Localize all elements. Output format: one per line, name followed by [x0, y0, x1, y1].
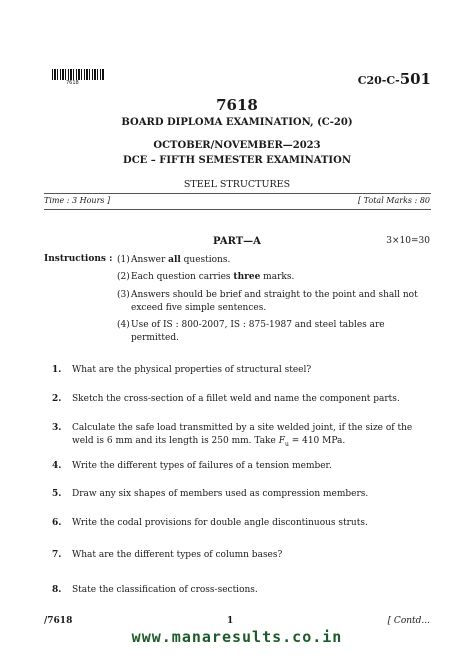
instruction-text: Use of IS : 800-2007, IS : 875-1987 and steel tables are permitted. [131, 320, 385, 343]
question-item [52, 549, 432, 562]
question-number: 5. [52, 489, 62, 499]
question-item [52, 422, 432, 451]
question-item [52, 488, 432, 501]
question-item [52, 517, 432, 530]
exam-title: DCE – FIFTH SEMESTER EXAMINATION [123, 155, 351, 166]
question-number: 3. [52, 423, 62, 433]
instruction-number: (1) [117, 255, 130, 265]
paper-code [358, 70, 431, 88]
question-text: What are the different types of column bases? [72, 550, 283, 560]
question-number: 7. [52, 550, 62, 560]
instruction-text: Each question carries three marks. [131, 272, 295, 282]
instructions-label: Instructions : [44, 254, 113, 264]
total-marks: [ Total Marks : 80 [358, 196, 430, 205]
page-number: 1 [227, 616, 234, 626]
instruction-item [117, 271, 432, 284]
website-watermark: www.manaresults.co.in [131, 628, 343, 646]
instruction-number: (2) [117, 272, 130, 282]
question-text: Write the codal provisions for double angle discontinuous struts. [72, 518, 368, 528]
time-allowed: Time : 3 Hours ] [44, 196, 111, 205]
question-text: Sketch the cross-section of a fillet weld and name the component parts. [72, 394, 400, 404]
question-text: Calculate the safe load transmitted by a site welded joint, if the size of the weld is 6 mm and its length is 250 mm. Take $F_u = 410$ MPa. [72, 423, 413, 448]
instruction-item [117, 319, 432, 344]
divider-top [44, 193, 431, 194]
footer-paper-code: /7618 [44, 616, 73, 626]
question-number: 6. [52, 518, 62, 528]
barcode-number: 7618 [66, 80, 79, 86]
instruction-item [117, 289, 432, 314]
question-item [52, 460, 432, 473]
question-number: 8. [52, 585, 62, 595]
board-title: BOARD DIPLOMA EXAMINATION, (C-20) [121, 117, 353, 128]
instruction-text: Answer all questions. [131, 255, 231, 265]
question-text: What are the physical properties of structural steel? [72, 365, 312, 375]
question-number: 4. [52, 461, 62, 471]
question-item [52, 393, 432, 406]
question-item [52, 584, 432, 597]
question-text: State the classification of cross-sections. [72, 585, 258, 595]
divider-bottom [44, 209, 431, 210]
paper-code-prefix: C20-C- [357, 74, 400, 87]
instruction-text: Answers should be brief and straight to the point and shall not exceed five simple sentences. [131, 290, 418, 313]
barcode [52, 69, 104, 80]
instruction-item [117, 254, 432, 267]
question-text: Write the different types of failures of a tension member. [72, 461, 332, 471]
instruction-number: (3) [117, 290, 130, 300]
footer-continued: [ Contd... [387, 616, 430, 626]
part-marks: 3×10=30 [386, 236, 430, 246]
question-text: Draw any six shapes of members used as compression members. [72, 489, 369, 499]
question-item [52, 364, 432, 377]
paper-number: 7618 [216, 96, 258, 114]
subject-title: STEEL STRUCTURES [183, 179, 291, 190]
paper-code-number: 501 [399, 70, 431, 88]
instruction-number: (4) [117, 320, 130, 330]
part-title: PART—A [213, 236, 261, 247]
question-number: 2. [52, 394, 62, 404]
exam-month-year: OCTOBER/NOVEMBER—2023 [153, 140, 321, 151]
question-number: 1. [52, 365, 62, 375]
